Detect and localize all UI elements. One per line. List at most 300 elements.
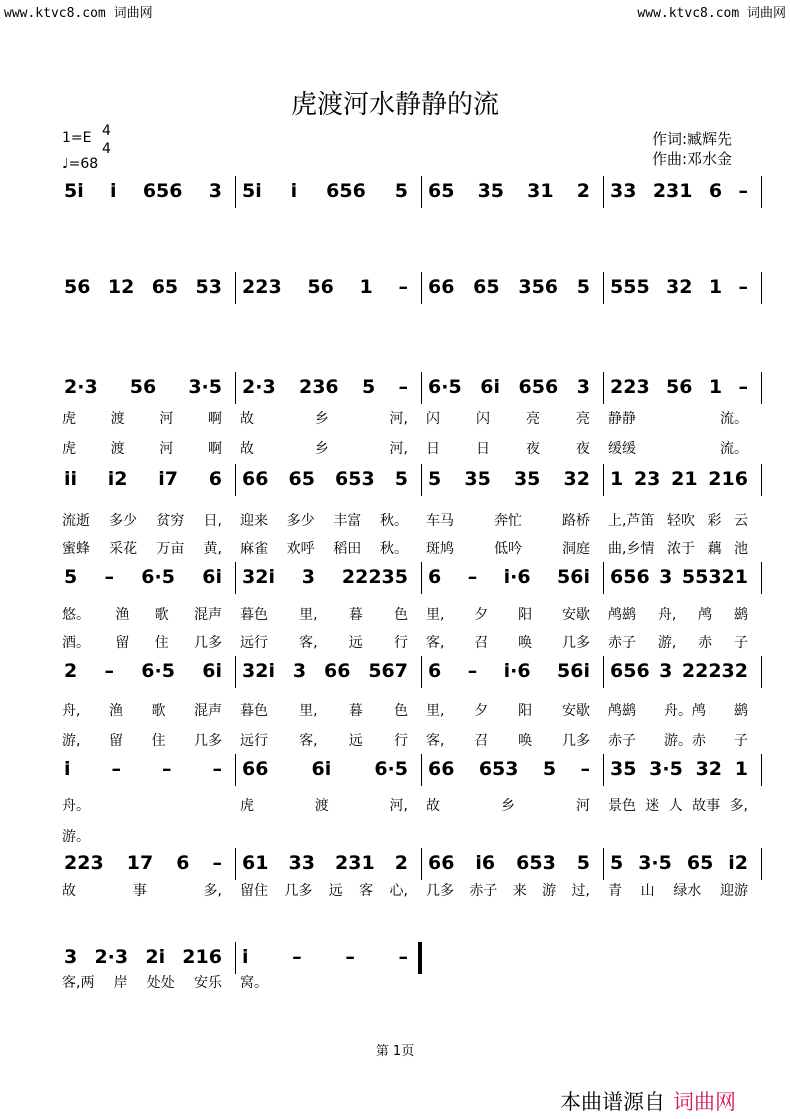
note-group: 656 — [326, 180, 366, 202]
lyricist-credit: 作词:臧辉先 — [652, 130, 733, 148]
lyric-word: 暮 — [348, 607, 363, 623]
lyric-word: 暮色 — [240, 703, 268, 719]
note-group: 5 — [610, 852, 624, 874]
source-label: 本曲谱源自 — [560, 1090, 665, 1114]
measure — [604, 174, 762, 208]
lyric-word: 欢呼 — [286, 541, 315, 557]
lyric-word: 上,芦笛 — [608, 513, 655, 529]
lyric-word: 客, — [426, 733, 445, 749]
note-group: 32 — [666, 276, 693, 298]
note-group: – — [104, 660, 115, 682]
note-group: 5 — [394, 180, 408, 202]
bar-line — [421, 942, 422, 974]
note-group: 21 — [671, 468, 698, 490]
lyric-cell — [236, 408, 422, 428]
measure — [422, 560, 604, 594]
note-group: – — [161, 758, 172, 780]
lyric-cell — [236, 632, 422, 652]
lyric-word: 几多 — [194, 733, 222, 749]
lyric-word: 啊 — [207, 411, 222, 427]
lyric-word: 日 — [426, 441, 440, 457]
note-group: 32i — [242, 566, 275, 588]
lyric-word: 里, — [426, 703, 445, 719]
lyric-word: 故 — [240, 441, 254, 457]
note-group: 66 — [242, 468, 269, 490]
measure — [422, 752, 604, 786]
note-group: – — [467, 566, 478, 588]
note-group: 5 — [394, 468, 408, 490]
note-group: 356 — [518, 276, 559, 298]
lyric-line — [0, 826, 790, 848]
note-group: 61 — [242, 852, 269, 874]
lyric-word: 迎来 — [240, 513, 268, 529]
final-bar-line — [418, 942, 421, 974]
measure — [236, 174, 422, 208]
measure — [604, 752, 762, 786]
lyric-cell — [58, 438, 236, 458]
lyric-word: 过, — [571, 883, 590, 899]
notes-row — [0, 560, 790, 594]
lyric-cell — [604, 604, 762, 624]
measure — [422, 174, 604, 208]
lyric-cell — [604, 700, 762, 720]
lyric-word: 静静 — [608, 411, 636, 427]
bar-line — [761, 372, 762, 404]
measure — [422, 370, 604, 404]
note-group: 6 — [708, 180, 723, 202]
lyric-word: 安乐 — [193, 975, 222, 991]
lyric-word: 舟, — [657, 607, 677, 623]
note-group: i·6 — [503, 660, 531, 682]
lyric-word: 远行 — [240, 635, 268, 651]
lyric-word: 游。赤 — [664, 733, 706, 749]
lyric-cell — [422, 408, 604, 428]
lyric-word: 住 — [154, 635, 169, 651]
note-group: 22235 — [341, 566, 408, 588]
note-group: 5 — [576, 852, 590, 874]
note-group: 12 — [107, 276, 135, 298]
note-group: 65 — [473, 276, 500, 298]
note-group: – — [398, 376, 408, 398]
note-group: 3 — [576, 376, 590, 398]
lyric-word: 召 — [474, 635, 489, 651]
note-group: 56 — [666, 376, 693, 398]
lyric-cell — [236, 730, 422, 750]
note-group: 3 — [64, 946, 78, 968]
lyric-word: 里, — [299, 607, 318, 623]
lyric-word: 远行 — [240, 733, 268, 749]
notes-row — [0, 654, 790, 688]
composer-credit: 作曲:邓水金 — [652, 150, 733, 168]
lyric-word: 几多 — [426, 883, 454, 899]
measure — [422, 270, 604, 304]
note-group: 56 — [64, 276, 91, 298]
lyric-word: 啊 — [207, 441, 222, 457]
note-group: 66 — [428, 852, 455, 874]
lyric-word: 鹚 — [733, 607, 748, 623]
lyric-cell — [604, 438, 762, 458]
notes-row — [0, 752, 790, 786]
lyric-word: 几多 — [284, 883, 313, 899]
bar-line — [761, 464, 762, 496]
lyric-word: 客 — [359, 883, 374, 899]
note-group: 6·5 — [428, 376, 462, 398]
lyric-word: 远 — [328, 883, 343, 899]
bar-line — [761, 176, 762, 208]
page-title: 虎渡河水静静的流 — [290, 90, 499, 120]
note-group: 3 — [659, 566, 673, 588]
note-group: i7 — [158, 468, 178, 490]
lyric-word: 河 — [576, 798, 590, 814]
lyric-word: 夕 — [474, 703, 489, 719]
lyric-word: 秋。 — [379, 541, 408, 557]
note-group: 6i — [480, 376, 500, 398]
lyric-word: 亮 — [526, 411, 540, 427]
lyric-cell — [422, 438, 604, 458]
lyric-cell — [58, 408, 236, 428]
lyric-cell — [422, 510, 604, 530]
lyric-word: 多, — [203, 883, 222, 899]
note-group: 33 — [288, 852, 315, 874]
lyric-word: 池 — [734, 541, 748, 557]
lyric-word: 轻吹 — [666, 513, 695, 529]
time-signature-top: 4 — [102, 123, 111, 139]
lyric-word: 唤 — [518, 635, 533, 651]
note-group: 65 — [686, 852, 714, 874]
note-group: 6·5 — [141, 660, 175, 682]
lyric-word: 几多 — [193, 635, 222, 651]
note-group: 33 — [610, 180, 637, 202]
lyric-word: 酒。 — [62, 635, 90, 651]
notes-row — [0, 370, 790, 404]
lyric-word: 彩 — [707, 513, 722, 529]
note-group: 17 — [126, 852, 154, 874]
note-group: 5 — [64, 566, 78, 588]
lyric-word: 夕 — [474, 607, 489, 623]
lyric-cell — [58, 632, 236, 652]
lyric-cell — [422, 604, 604, 624]
note-group: 5i — [242, 180, 262, 202]
note-group: 567 — [368, 660, 408, 682]
note-group: 656 — [518, 376, 559, 398]
lyric-word: 多少 — [109, 513, 138, 529]
lyric-word: 心, — [389, 883, 408, 899]
bar-line — [761, 656, 762, 688]
measure — [58, 560, 236, 594]
measure — [58, 654, 236, 688]
lyric-word: 子 — [733, 635, 748, 651]
lyric-word: 暮 — [348, 703, 363, 719]
lyric-word: 客, — [299, 733, 318, 749]
lyric-word: 游, — [62, 733, 81, 749]
lyric-word: 云 — [734, 513, 748, 529]
lyric-cell — [58, 730, 236, 750]
lyric-word: 处处 — [146, 975, 175, 991]
note-group: 2i — [145, 946, 166, 968]
lyric-word: 游, — [657, 635, 677, 651]
lyric-cell — [422, 730, 604, 750]
lyric-line — [0, 538, 790, 560]
note-group: 66 — [428, 758, 455, 780]
lyric-word: 车马 — [426, 513, 454, 529]
lyric-word: 贫穷 — [156, 513, 185, 529]
note-group: 6 — [176, 852, 190, 874]
measure — [604, 560, 762, 594]
lyric-cell — [236, 438, 422, 458]
note-group: – — [467, 660, 478, 682]
note-group: 1 — [359, 276, 373, 298]
lyric-word: 行 — [393, 733, 408, 749]
lyric-word: 客, — [299, 635, 318, 651]
measure — [604, 654, 762, 688]
lyric-word: 河, — [389, 441, 408, 457]
note-group: 66 — [242, 758, 269, 780]
lyric-cell — [58, 795, 236, 815]
lyric-word: 乡 — [314, 441, 329, 457]
lyric-word: 虎 — [240, 798, 254, 814]
note-group: 3·5 — [649, 758, 683, 780]
note-group: 656 — [610, 566, 650, 588]
measure — [422, 846, 604, 880]
lyric-cell — [604, 730, 762, 750]
lyric-cell — [422, 632, 604, 652]
lyric-word: 召 — [474, 733, 489, 749]
note-group: 223 — [64, 852, 104, 874]
lyric-cell — [604, 510, 762, 530]
bar-line — [761, 272, 762, 304]
note-group: – — [738, 276, 748, 298]
lyric-cell — [58, 538, 236, 558]
measure — [236, 462, 422, 496]
lyric-word: 色 — [393, 607, 408, 623]
lyric-word: 曲,乡情 — [608, 541, 655, 557]
lyric-cell — [236, 795, 422, 815]
lyric-word: 事 — [132, 883, 147, 899]
notes-row — [0, 462, 790, 496]
lyric-cell — [604, 632, 762, 652]
lyric-word: 流。 — [720, 411, 748, 427]
note-group: 2 — [64, 660, 78, 682]
lyric-word: 阳 — [518, 607, 533, 623]
lyric-word: 远 — [348, 635, 363, 651]
note-group: 1 — [708, 376, 723, 398]
note-group: 56 — [307, 276, 334, 298]
lyric-cell — [422, 538, 604, 558]
lyric-word: 多, — [729, 798, 748, 814]
lyric-word: 缓缓 — [608, 441, 636, 457]
note-group: 35 — [513, 468, 541, 490]
lyric-cell — [422, 795, 604, 815]
bar-line — [761, 562, 762, 594]
note-group: 223 — [610, 376, 650, 398]
lyric-line — [0, 700, 790, 722]
lyric-word: 赤子 — [469, 883, 498, 899]
measure — [604, 462, 762, 496]
lyric-cell — [58, 880, 236, 900]
measure — [604, 370, 762, 404]
note-group: 223 — [242, 276, 282, 298]
note-group: ii — [64, 468, 78, 490]
note-group: 65 — [288, 468, 315, 490]
note-group: i2 — [107, 468, 128, 490]
lyric-word: 人 — [668, 798, 683, 814]
source-site: 词曲网 — [673, 1090, 736, 1114]
lyric-cell — [236, 604, 422, 624]
notes-row — [0, 846, 790, 880]
lyric-cell — [236, 700, 422, 720]
lyric-cell — [58, 700, 236, 720]
lyric-word: 渔 — [115, 607, 130, 623]
lyric-word: 几多 — [561, 635, 590, 651]
note-group: – — [738, 180, 748, 202]
note-group: 6 — [428, 566, 442, 588]
note-group: 653 — [335, 468, 375, 490]
notes-row — [0, 940, 790, 974]
lyric-word: 流逝 — [62, 513, 90, 529]
note-group: 65 — [151, 276, 179, 298]
lyric-word: 舟, — [62, 703, 81, 719]
lyric-word: 歌 — [154, 607, 169, 623]
note-group: – — [104, 566, 115, 588]
note-group: 6i — [202, 660, 222, 682]
note-group: 236 — [298, 376, 339, 398]
lyric-cell — [422, 700, 604, 720]
lyric-word: 子 — [734, 733, 748, 749]
note-group: 65 — [428, 180, 455, 202]
lyric-word: 河 — [159, 411, 174, 427]
lyric-word: 来 — [512, 883, 527, 899]
lyric-word: 色 — [393, 703, 408, 719]
note-group: 653 — [516, 852, 556, 874]
lyric-word: 蜜蜂 — [62, 541, 90, 557]
lyric-word: 鸬鹚 — [608, 703, 636, 719]
lyric-line — [0, 510, 790, 532]
lyric-word: 里, — [299, 703, 318, 719]
lyric-word: 丰富 — [333, 513, 362, 529]
note-group: 35 — [610, 758, 637, 780]
bar-line — [761, 754, 762, 786]
lyric-word: 鸬 — [698, 607, 713, 623]
lyric-line — [0, 632, 790, 654]
note-group: i — [64, 758, 71, 780]
lyric-word: 远 — [348, 733, 363, 749]
note-group: 2·3 — [94, 946, 129, 968]
note-group: – — [398, 946, 408, 968]
note-group: i — [110, 180, 117, 202]
note-group: 56i — [557, 660, 590, 682]
lyric-word: 日, — [203, 513, 222, 529]
note-group: i·6 — [503, 566, 531, 588]
lyric-word: 游 — [542, 883, 557, 899]
measure — [58, 174, 236, 208]
lyric-word: 河, — [389, 411, 408, 427]
lyric-line — [0, 438, 790, 460]
note-group: 2 — [394, 852, 408, 874]
note-group: 2 — [576, 180, 590, 202]
note-group: 66 — [428, 276, 455, 298]
note-group: 32 — [563, 468, 590, 490]
lyric-word: 混声 — [193, 607, 222, 623]
measure — [236, 370, 422, 404]
lyric-word: 渡 — [110, 441, 125, 457]
measure — [236, 846, 422, 880]
lyric-word: 几多 — [561, 733, 590, 749]
lyric-cell — [604, 795, 762, 815]
lyric-line — [0, 880, 790, 902]
note-group: 1 — [734, 758, 748, 780]
measure — [236, 270, 422, 304]
lyric-word: 暮色 — [240, 607, 268, 623]
note-group: – — [111, 758, 121, 780]
lyric-word: 渡 — [110, 411, 125, 427]
lyric-word: 浓于 — [666, 541, 695, 557]
lyric-word: 混声 — [194, 703, 222, 719]
measure — [236, 654, 422, 688]
note-group: – — [212, 852, 222, 874]
lyric-word: 窝。 — [240, 975, 268, 991]
lyric-word: 客,两 — [62, 975, 95, 991]
measure — [236, 752, 422, 786]
lyric-cell — [604, 538, 762, 558]
note-group: 56i — [557, 566, 590, 588]
note-group: i6 — [475, 852, 496, 874]
note-group: 6i — [311, 758, 332, 780]
lyric-word: 秋。 — [379, 513, 408, 529]
note-group: 656 — [142, 180, 183, 202]
lyric-cell — [604, 880, 762, 900]
lyric-word: 夜 — [526, 441, 540, 457]
lyric-word: 山 — [640, 883, 655, 899]
lyric-word: 虎 — [62, 411, 76, 427]
note-group: 32 — [695, 758, 723, 780]
lyric-cell — [236, 538, 422, 558]
measure — [58, 462, 236, 496]
measure — [422, 462, 604, 496]
note-group: 6 — [428, 660, 442, 682]
lyric-word: 住 — [151, 733, 166, 749]
lyric-cell — [236, 510, 422, 530]
note-group: 6i — [202, 566, 222, 588]
lyric-word: 故 — [62, 883, 76, 899]
lyric-cell — [422, 880, 604, 900]
note-group: i2 — [728, 852, 748, 874]
note-group: – — [738, 376, 748, 398]
note-group: 6 — [208, 468, 222, 490]
lyric-word: 闪 — [426, 411, 440, 427]
time-signature — [102, 122, 111, 158]
note-group: 35 — [464, 468, 491, 490]
lyric-word: 悠。 — [62, 607, 90, 623]
lyric-word: 乡 — [314, 411, 329, 427]
note-group: 3 — [292, 660, 307, 682]
lyric-line — [0, 795, 790, 817]
lyric-word: 绿水 — [673, 883, 702, 899]
note-group: 6·5 — [374, 758, 408, 780]
header-right-watermark: www.ktvc8.com 词曲网 — [637, 6, 786, 21]
lyric-line — [0, 604, 790, 626]
key-signature: 1=E — [62, 130, 92, 146]
lyric-word: 故 — [426, 798, 440, 814]
note-group: 231 — [652, 180, 693, 202]
note-group: 5i — [64, 180, 84, 202]
lyric-word: 留 — [115, 635, 130, 651]
note-group: 1 — [610, 468, 624, 490]
measure — [236, 560, 422, 594]
note-group: 656 — [610, 660, 650, 682]
lyric-cell — [58, 510, 236, 530]
lyric-word: 客, — [426, 635, 445, 651]
note-group: 3 — [208, 180, 222, 202]
